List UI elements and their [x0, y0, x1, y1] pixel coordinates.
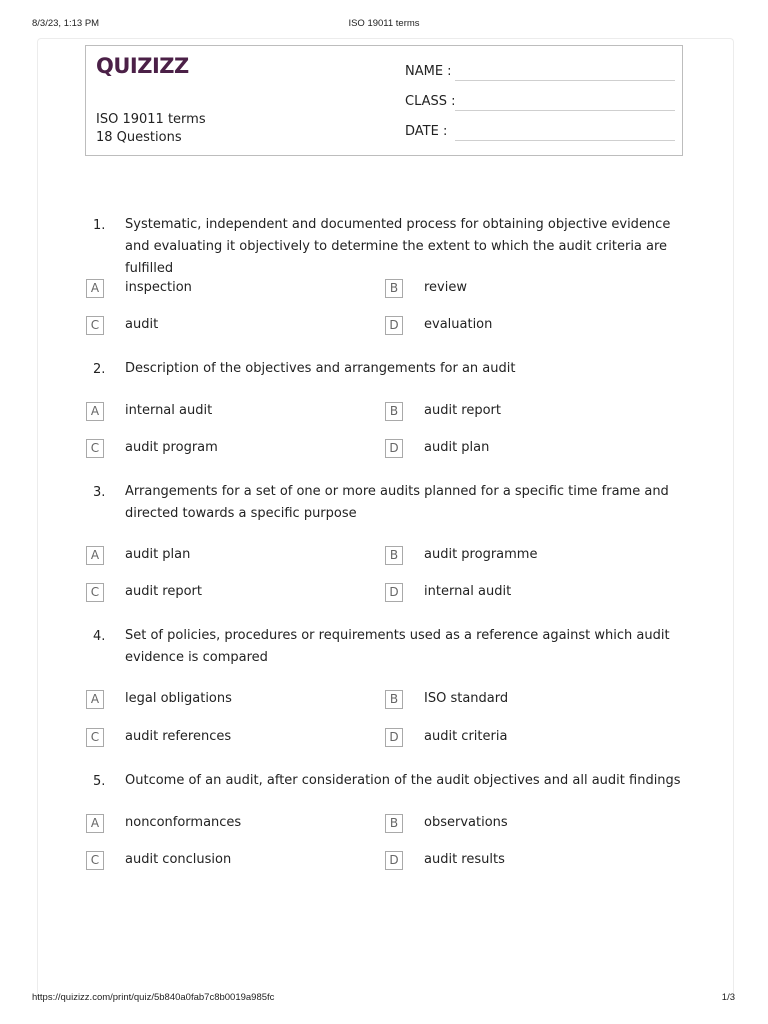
option-letter-box: A [86, 279, 104, 298]
date-line[interactable] [455, 140, 675, 141]
option-letter-box: C [86, 851, 104, 870]
option-letter-box: C [86, 439, 104, 458]
question-number: 5. [93, 774, 106, 789]
option-letter-box: C [86, 316, 104, 335]
option-d[interactable] [385, 439, 645, 460]
option-a[interactable] [86, 814, 346, 835]
class-label: CLASS : [405, 94, 456, 109]
question-text: Outcome of an audit, after consideration of the audit objectives and all audit findings [125, 773, 681, 788]
option-letter-box: D [385, 439, 403, 458]
option-c[interactable] [86, 728, 346, 749]
print-datetime: 8/3/23, 1:13 PM [32, 18, 100, 29]
option-text: review [424, 280, 467, 295]
option-text: nonconformances [125, 815, 242, 830]
option-letter-box: D [385, 316, 403, 335]
option-letter-box: B [385, 814, 403, 833]
option-a[interactable] [86, 279, 346, 300]
option-text: ISO standard [424, 691, 509, 706]
question-text: Set of policies, procedures or requirements used as a reference against which audit evidence is compared [125, 628, 670, 665]
option-letter-box: B [385, 690, 403, 709]
option-d[interactable] [385, 851, 645, 872]
option-a[interactable] [86, 402, 346, 423]
option-letter-box: B [385, 546, 403, 565]
option-text: audit [125, 317, 159, 332]
option-text: audit criteria [424, 729, 508, 744]
date-field[interactable] [405, 124, 675, 144]
question-number: 3. [93, 485, 106, 500]
option-d[interactable] [385, 316, 645, 337]
option-letter-box: A [86, 690, 104, 709]
option-letter-box: A [86, 402, 104, 421]
option-text: internal audit [424, 584, 512, 599]
class-line[interactable] [455, 110, 675, 111]
option-letter-box: D [385, 851, 403, 870]
option-b[interactable] [385, 546, 645, 567]
question-text: Description of the objectives and arrangements for an audit [125, 361, 516, 376]
option-text: internal audit [125, 403, 213, 418]
option-letter-box: A [86, 814, 104, 833]
option-text: audit program [125, 440, 218, 455]
option-a[interactable] [86, 546, 346, 567]
option-text: audit report [125, 584, 203, 599]
option-b[interactable] [385, 814, 645, 835]
quizizz-logo: QUIZIZZ [96, 54, 189, 78]
option-c[interactable] [86, 583, 346, 604]
option-c[interactable] [86, 851, 346, 872]
print-page-number: 1/3 [721, 992, 735, 1003]
option-c[interactable] [86, 316, 346, 337]
option-d[interactable] [385, 583, 645, 604]
option-text: audit results [424, 852, 505, 867]
option-letter-box: B [385, 402, 403, 421]
question-number: 4. [93, 629, 106, 644]
question-number: 1. [93, 218, 106, 233]
option-letter-box: D [385, 583, 403, 602]
name-line[interactable] [455, 80, 675, 81]
option-letter-box: B [385, 279, 403, 298]
option-text: audit plan [125, 547, 191, 562]
class-field[interactable] [405, 94, 675, 114]
date-label: DATE : [405, 124, 448, 139]
quiz-info-box [85, 45, 683, 156]
option-text: legal obligations [125, 691, 232, 706]
print-url[interactable]: https://quizizz.com/print/quiz/5b840a0fab7c8b0019a985fc [32, 992, 275, 1003]
option-letter-box: D [385, 728, 403, 747]
question-number: 2. [93, 362, 106, 377]
option-text: audit report [424, 403, 502, 418]
print-page-title: ISO 19011 terms [348, 18, 420, 29]
option-letter-box: C [86, 583, 104, 602]
option-b[interactable] [385, 690, 645, 711]
name-field[interactable] [405, 64, 675, 84]
question-count: 18 Questions [96, 130, 182, 145]
option-letter-box: A [86, 546, 104, 565]
option-text: audit programme [424, 547, 538, 562]
option-a[interactable] [86, 690, 346, 711]
option-text: audit conclusion [125, 852, 232, 867]
print-footer [0, 992, 768, 1008]
option-text: observations [424, 815, 508, 830]
option-text: audit plan [424, 440, 490, 455]
option-letter-box: C [86, 728, 104, 747]
question-text: Arrangements for a set of one or more audits planned for a specific time frame and directed towards a specific purpose [125, 484, 669, 521]
option-text: evaluation [424, 317, 493, 332]
option-b[interactable] [385, 279, 645, 300]
print-header [0, 18, 768, 34]
option-c[interactable] [86, 439, 346, 460]
option-text: inspection [125, 280, 192, 295]
option-text: audit references [125, 729, 232, 744]
option-b[interactable] [385, 402, 645, 423]
option-d[interactable] [385, 728, 645, 749]
question-text: Systematic, independent and documented process for obtaining objective evidence and evaluating it objectively to determine the extent to which the audit criteria are fulfilled [125, 217, 671, 276]
name-label: NAME : [405, 64, 452, 79]
quiz-title: ISO 19011 terms [96, 112, 206, 127]
